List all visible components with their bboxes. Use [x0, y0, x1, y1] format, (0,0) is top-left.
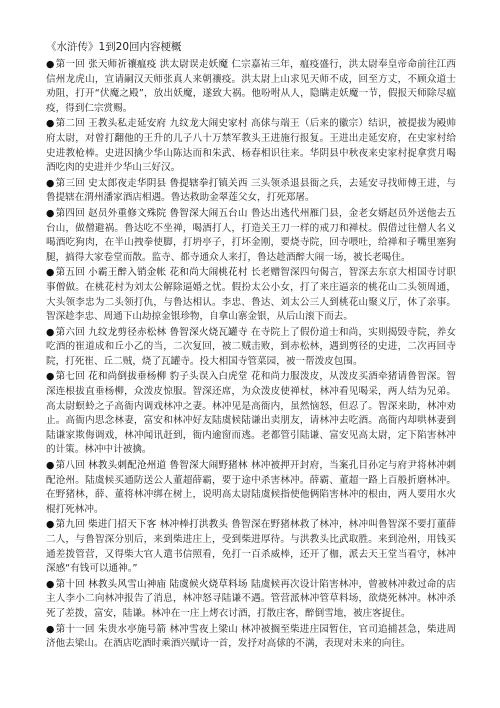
- chapter-text: 陆虞候再次设计陷害林冲，曾被林冲救过命的店主人李小二向林冲报告了消息，林冲怒寻陆谦不遇。管营派林冲管草料场，欲烧死林冲。林冲杀死了差拨，富安，陆谦。林冲在一庄上烤衣讨酒，打散庄客，醉倒雪地，被庄客捉住。: [46, 578, 457, 619]
- chapter-summary: [46, 370, 456, 458]
- chapter-heading: 第十一回 朱贵水亭施号箭 林冲雪夜上梁山: [55, 623, 238, 635]
- chapter-text: 林冲被搁至柴进庄园暂住，官司追捕甚急，柴进周济他去梁山。在酒店吃酒时乘酒兴赋诗一首，发抒对高俅的不满，表现对未来的向往。: [46, 623, 456, 650]
- bullet-icon: ●: [46, 267, 55, 279]
- bullet-icon: ●: [46, 519, 55, 531]
- bullet-icon: ●: [46, 623, 55, 635]
- chapter-summary: [46, 177, 456, 206]
- chapter-summary: [46, 117, 456, 175]
- bullet-icon: ●: [46, 460, 55, 472]
- chapter-heading: 第六回 九纹龙剪径赤松林 鲁智深火烧瓦罐寺: [55, 326, 248, 338]
- chapter-summary: [46, 326, 456, 370]
- chapter-list: [46, 58, 456, 652]
- chapter-text: 在寺院上了假份道士和尚，实则揭毁寺院，养女吃酒的崔道成和丘小乙的当，二次复回，被二贼击败，到赤松林，遇到剪径的史进，二次再回寺院，打死崔、丘二贼，烧了瓦罐寺。投大相国寺管菜园，被一帮泼皮包围。: [46, 326, 457, 367]
- chapter-heading: 第九回 柴进门招天下客 林冲棒打洪教头: [55, 519, 229, 531]
- chapter-text: 花和尚力服泼皮，从泼皮买酒牵猪请鲁智深。智深连根拔直垂杨柳，众泼皮惊服。智深还席，为众泼皮使禅杖，林冲看见喝采，两人结为兄弟。高太尉螟蛉之子高衙内调戏林冲之妻。林冲见是高衙内，虽然恼怒，但忍了。智深来助，林冲劝止。高衙内思念林妻，富安和林冲好友陆虞候陆谦出卖朋友，请林冲去吃酒。高衙内却哄林妻到陆谦家欺侮调戏，林冲闻讯赶到，衙内逾窗而逃。老都管引陆谦、富安见高太尉，定下陷害林冲的计策。林冲中计被擒。: [46, 371, 457, 456]
- chapter-text: 三头领杀退县衙之兵，去延安寻找师傅王进，与鲁提辖在渭州潘家酒店相遇。鲁达救助金翠莲父女，打死郑屠。: [46, 177, 457, 204]
- chapter-text: 长老赠智深四句偈言，智深去东京大相国寺讨职事僧做。在桃花村为刘太公解除逼婚之忧。假扮太公小女，打了来庄逼亲的桃花山二头领周通，大头领李忠为二头领打仇，与鲁达相认。李忠、鲁达、刘太公三人到桃花山聚义厅，休了亲事。智深趁李忠、周通下山劫掠金银珍物，自拿山寨金银，从后山滚下而去。: [46, 267, 457, 323]
- bullet-icon: ●: [46, 326, 55, 338]
- bullet-icon: ●: [46, 578, 55, 590]
- chapter-text: 鲁达出逃代州雁门县，金老女婿赵员外送他去五台山，做僧避祸。鲁达吃不坐禅，喝酒打人，打造关王刀一样的戒刀和禅杖。假借过往僧人名义喝酒吃狗肉，在半山拽拳使脚，打坍亭子，打坏金刚，要烧寺院，回寺喂吐，给禅和子嘴里塞狗腿，搞得大家卷堂而散。监寺、都寺通众人来打，鲁达趁酒醉大闹一场，被长老喝住。: [46, 207, 457, 263]
- bullet-icon: ●: [46, 59, 55, 70]
- chapter-heading: 第二回 王教头私走延安府 九纹龙大闹史家村: [55, 118, 248, 130]
- bullet-icon: ●: [46, 177, 55, 189]
- chapter-heading: 第八回 林教头刺配沧州道 鲁智深大闹野猪林: [55, 460, 248, 472]
- chapter-text: 林冲被押开封府，当案孔目孙定与府尹将林冲刺配沧州。陆虞候买通防送公人董超薛霸，要于途中杀害林冲。薛霸、董超一路上百般折磨林冲。在野猪林，薛、董将林冲绑在树上，说明高太尉陆虞候指使他俩陷害林冲的根由，两人要用水火棍打死林冲。: [46, 460, 457, 515]
- document-title: 《水浒传》1到20回内容梗概: [46, 41, 182, 53]
- chapter-text: 高俅与端王（后来的徽宗）结识，被提拔为殿帅府太尉，对曾打翻他的王升的儿子八十万禁军教头王进施行报复。王进出走延安府，在史家村给史进教枪棒。史进因擒少华山陈达而和朱武、杨春相识往来。华阴县中秋夜来史家村捉拿赏月喝酒吃肉的史进并少华山三好汉。: [46, 118, 457, 174]
- chapter-summary: [46, 623, 456, 652]
- chapter-summary: [46, 266, 456, 324]
- chapter-text: 仁宗嘉祐三年，瘟疫盛行，洪太尉奉皇帝命前往江西信州龙虎山，宣请嗣汉天师张真人来朝禳疫。洪太尉上山求见天师不成，回至方丈，不顾众道士劝阻，打开“伏魔之殿”，放出妖魔，遂致大祸。他吩咐从人，隐瞒走妖魔一节，假报天师除尽瘟疫，得到仁宗赏赐。: [46, 59, 457, 114]
- chapter-summary: [46, 459, 456, 517]
- chapter-heading: 第五回 小霸王醉入销金帐 花和尚大闹桃花村: [55, 267, 248, 279]
- chapter-summary: [46, 58, 456, 116]
- chapter-summary: [46, 578, 456, 622]
- bullet-icon: ●: [46, 118, 55, 130]
- chapter-heading: 第七回 花和尚倒拔垂杨柳 豹子头误入白虎堂: [55, 371, 248, 383]
- chapter-heading: 第三回 史太郎夜走华阴县 鲁提辖拳打镇关西: [55, 177, 248, 189]
- bullet-icon: ●: [46, 207, 55, 219]
- chapter-summary: [46, 207, 456, 265]
- bullet-icon: ●: [46, 371, 55, 383]
- chapter-heading: 第一回 张天师祈禳瘟疫 洪太尉误走妖魔: [55, 59, 229, 70]
- chapter-heading: 第十回 林教头风雪山神庙 陆虞候火烧草料场: [55, 578, 248, 590]
- chapter-text: 鲁智深在野猪林救了林冲，林冲叫鲁智深不要打董薛二人，与鲁智深分别后，来到柴进庄上，受到柴进厚待。与洪教头比武取胜。来到沧州，用钱买通差拨管营，又得柴大官人遣书信照看，免打一百杀威棒，还开了枷，派去天王堂当看守，林冲深感“有钱可以通神。”: [46, 519, 457, 575]
- chapter-summary: [46, 518, 456, 576]
- chapter-heading: 第四回 赵员外重修文殊院 鲁智深大闹五台山: [55, 207, 248, 219]
